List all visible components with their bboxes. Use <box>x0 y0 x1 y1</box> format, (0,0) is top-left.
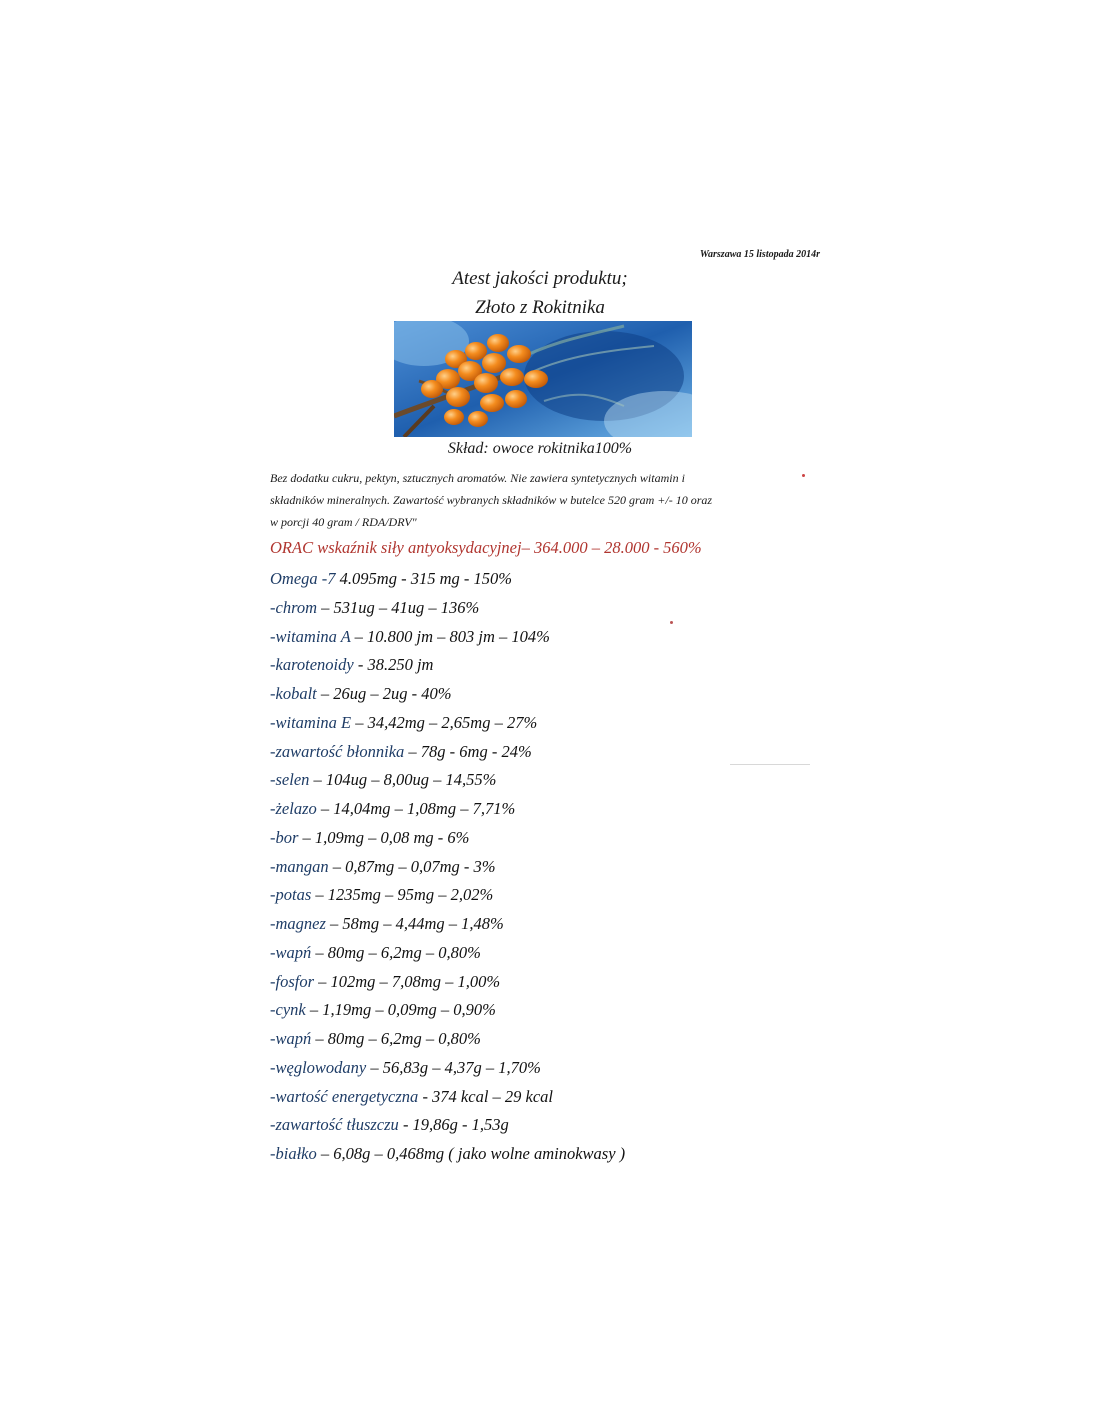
orac-line <box>270 538 702 558</box>
nutrient-row <box>270 883 830 912</box>
intro-line: Bez dodatku cukru, pektyn, sztucznych aromatów. Nie zawiera syntetycznych witamin i <box>270 471 685 485</box>
nutrient-name: -wapń <box>270 1029 312 1048</box>
nutrient-name: -białko <box>270 1144 317 1163</box>
nutrient-name: -mangan <box>270 856 329 876</box>
nutrient-name: -wartość energetyczna <box>270 1086 419 1106</box>
nutrient-values: – 6,08g – 0,468mg ( jako wolne aminokwasy ) <box>316 1144 626 1163</box>
nutrient-values: – 56,83g – 4,37g – 1,70% <box>366 1057 541 1077</box>
nutrient-values: – 26ug – 2ug - 40% <box>316 684 452 703</box>
nutrient-name: Omega -7 <box>270 569 336 588</box>
nutrient-values: – 80mg – 6,2mg – 0,80% <box>311 1029 481 1048</box>
intro-line: składników mineralnych. Zawartość wybranych składników w butelce 520 gram +/- 10 oraz <box>270 493 713 507</box>
sea-buckthorn-photo <box>394 321 692 437</box>
nutrient-values: – 80mg – 6,2mg – 0,80% <box>311 942 481 962</box>
intro-paragraph <box>270 467 820 533</box>
orac-values: – 364.000 – 28.000 - 560% <box>521 538 702 557</box>
nutrient-values: – 14,04mg – 1,08mg – 7,71% <box>316 799 516 818</box>
nutrient-row <box>270 826 830 855</box>
nutrient-row <box>270 998 830 1027</box>
scan-speck <box>802 474 805 477</box>
document-title: Atest jakości produktu; <box>452 268 628 289</box>
nutrient-values: – 78g - 6mg - 24% <box>404 741 532 761</box>
nutrient-name: -cynk <box>270 1000 306 1020</box>
nutrient-row <box>270 682 830 711</box>
nutrient-values: – 1,09mg – 0,08 mg - 6% <box>298 827 470 847</box>
nutrient-row <box>270 768 830 797</box>
nutrient-name: -zawartość błonnika <box>270 741 405 761</box>
nutrient-name: -fosfor <box>270 971 315 991</box>
nutrient-row <box>270 1085 830 1114</box>
nutrient-name: -żelazo <box>270 799 317 818</box>
nutrient-values: - 38.250 jm <box>353 655 434 675</box>
nutrient-values: 4.095mg - 315 mg - 150% <box>335 569 512 588</box>
nutrient-row <box>270 1142 830 1171</box>
nutrient-name: -magnez <box>270 914 326 933</box>
nutrient-values: – 1235mg – 95mg – 2,02% <box>311 885 494 905</box>
nutrient-values: – 58mg – 4,44mg – 1,48% <box>325 914 504 933</box>
nutrient-row <box>270 567 830 596</box>
nutrient-row <box>270 1113 830 1142</box>
nutrient-values: – 531ug – 41ug – 136% <box>317 597 480 617</box>
intro-line: w porcji 40 gram / RDA/DRV" <box>270 515 417 529</box>
orac-label: ORAC wskaźnik siły antyoksydacyjnej <box>270 538 522 557</box>
nutrient-list <box>270 567 830 1171</box>
nutrient-row <box>270 797 830 826</box>
nutrient-row <box>270 1027 830 1056</box>
nutrient-name: -chrom <box>270 597 318 617</box>
nutrient-row <box>270 912 830 941</box>
nutrient-name: -potas <box>270 885 312 905</box>
nutrient-row <box>270 596 830 625</box>
nutrient-row <box>270 1056 830 1085</box>
nutrient-row <box>270 653 830 682</box>
scan-artifact <box>730 764 810 765</box>
nutrient-values: – 102mg – 7,08mg – 1,00% <box>314 971 501 991</box>
nutrient-name: -wapń <box>270 942 312 962</box>
nutrient-name: -selen <box>270 770 310 790</box>
nutrient-values: - 374 kcal – 29 kcal <box>418 1086 554 1106</box>
sea-buckthorn-illustration <box>394 321 692 437</box>
nutrient-row <box>270 855 830 884</box>
nutrient-values: – 104ug – 8,00ug – 14,55% <box>309 770 497 790</box>
composition-line: Skład: owoce rokitnika100% <box>447 440 633 457</box>
scan-speck <box>670 621 673 624</box>
nutrient-values: – 1,19mg – 0,09mg – 0,90% <box>305 1000 496 1020</box>
nutrient-values: – 0,87mg – 0,07mg - 3% <box>328 856 496 876</box>
nutrient-values: - 19,86g - 1,53g <box>398 1115 509 1135</box>
nutrient-row <box>270 941 830 970</box>
nutrient-row <box>270 711 830 740</box>
nutrient-values: – 34,42mg – 2,65mg – 27% <box>351 712 538 732</box>
document-date: Warszawa 15 listopada 2014r <box>699 249 820 260</box>
nutrient-row <box>270 970 830 999</box>
nutrient-name: -bor <box>270 827 299 847</box>
nutrient-name: -karotenoidy <box>270 655 354 675</box>
nutrient-row <box>270 625 830 654</box>
nutrient-name: -witamina E <box>270 712 352 732</box>
product-name: Złoto z Rokitnika <box>475 297 605 318</box>
nutrient-name: -węglowodany <box>270 1057 367 1077</box>
nutrient-name: -witamina A <box>270 626 351 646</box>
nutrient-values: – 10.800 jm – 803 jm – 104% <box>350 626 550 646</box>
nutrient-name: -kobalt <box>270 684 317 703</box>
nutrient-name: -zawartość tłuszczu <box>270 1115 399 1135</box>
